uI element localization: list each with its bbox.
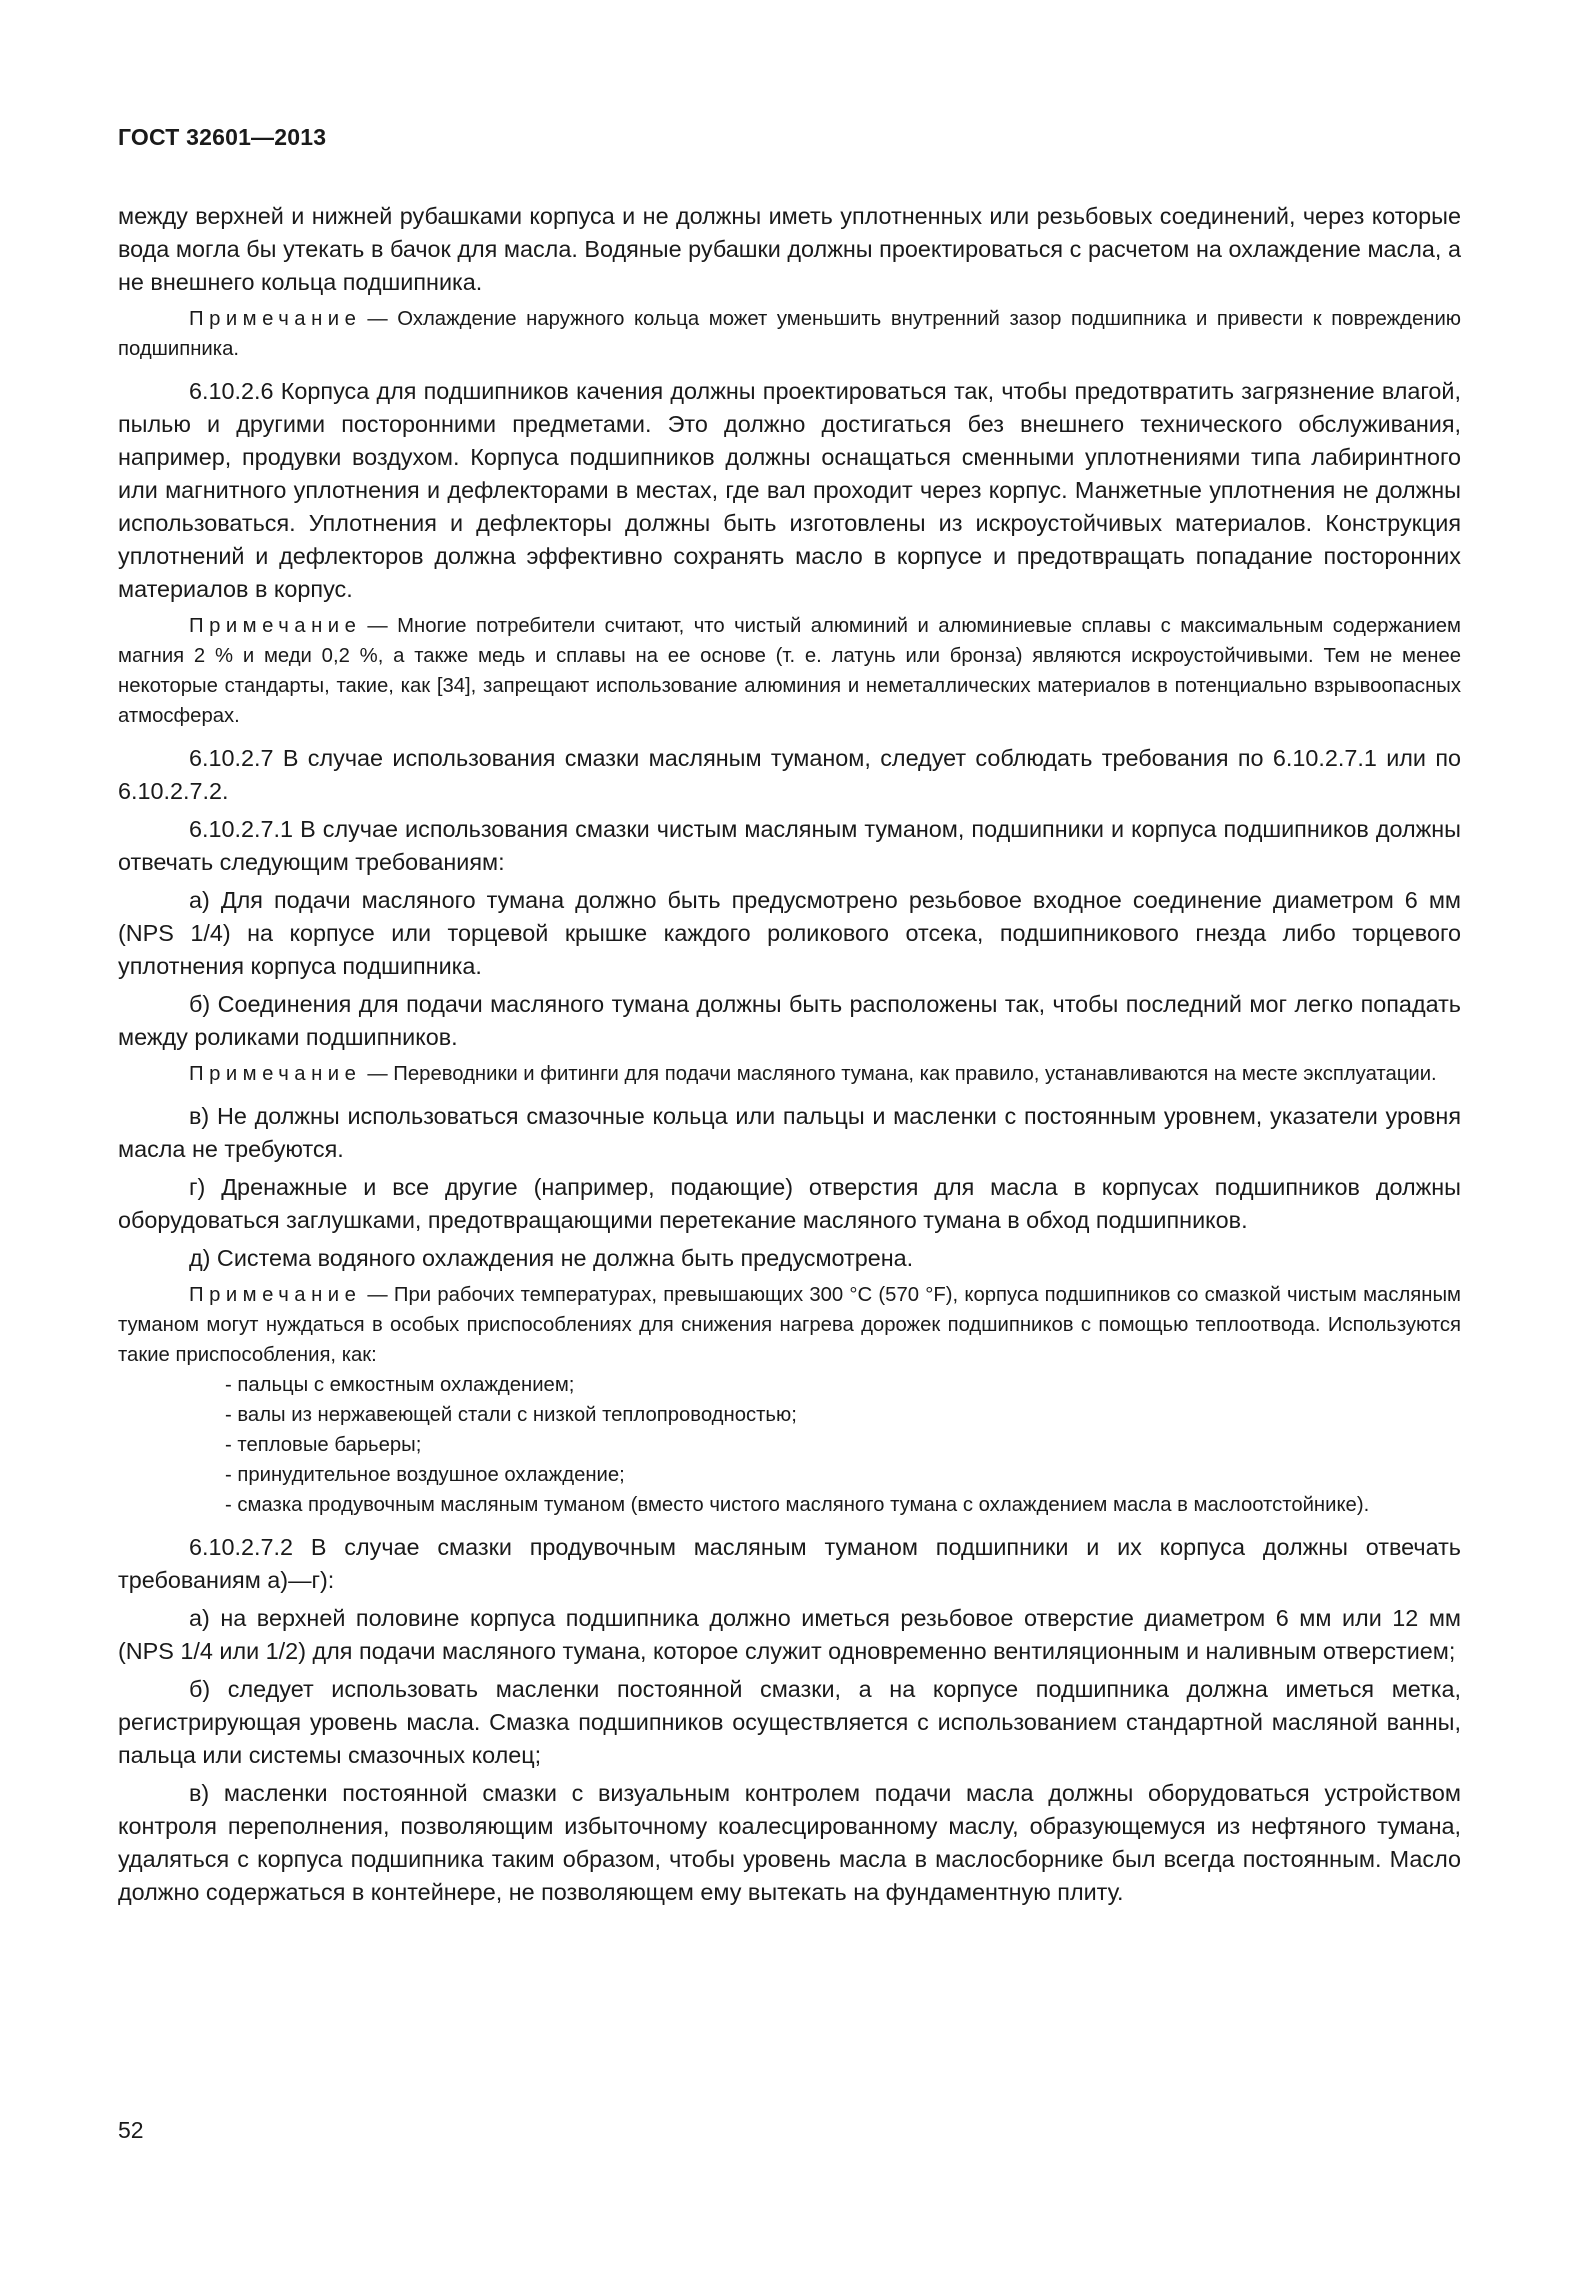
- clause-6-10-2-7: 6.10.2.7 В случае использования смазки масляным туманом, следует соблюдать требования по 6.10.2.7.1 или по 6.10.2.7.2.: [118, 745, 1461, 804]
- note-label: Примечание: [189, 1063, 362, 1085]
- clause-6-10-2-6: 6.10.2.6 Корпуса для подшипников качения должны проектироваться так, чтобы предотвратить загрязнение влагой, пылью и другими посторонними предметами. Это должно достигаться без внешнего технического обслуживания, например, продувки воздухом. Корпуса подшипников должны оснащаться сменными уплотнениями типа лабиринтного или магнитного уплотнения и дефлекторами в местах, где вал проходит через корпус. Манжетные уплотнения не должны использоваться. Уплотнения и дефлекторы должны быть изготовлены из искроустойчивых материалов. Конструкция уплотнений и дефлекторов должна эффективно сохранять масло в корпусе и предотвращать попадание посторонних материалов в корпус.: [118, 378, 1461, 602]
- note-label: Примечание: [189, 1284, 362, 1306]
- clause-6-10-2-7-1: 6.10.2.7.1 В случае использования смазки чистым масляным туманом, подшипники и корпуса подшипников должны отвечать следующим требованиям:: [118, 816, 1461, 875]
- note-4-item: - тепловые барьеры;: [225, 1434, 422, 1456]
- list-item-g: г) Дренажные и все другие (например, подающие) отверстия для масла в корпусах подшипников должны оборудоваться заглушками, предотвращающими перетекание масляного тумана в обход подшипников.: [118, 1174, 1461, 1233]
- list-item-b: б) Соединения для подачи масляного тумана должны быть расположены так, чтобы последний мог легко попадать между роликами подшипников.: [118, 991, 1461, 1050]
- page-number: 52: [118, 2117, 144, 2143]
- note-text: — Охлаждение наружного кольца может уменьшить внутренний зазор подшипника и привести к повреждению подшипника.: [118, 308, 1461, 360]
- note-text: — Многие потребители считают, что чистый алюминий и алюминиевые сплавы с максимальным содержанием магния 2 % и меди 0,2 %, а также медь и сплавы на ее основе (т. е. латунь или бронза) являются искроустойчивыми. Тем не менее некоторые стандарты, такие, как [34], запрещают использование алюминия и неметаллических материалов в потенциально взрывоопасных атмосферах.: [118, 615, 1461, 727]
- note-text: — Переводники и фитинги для подачи масляного тумана, как правило, устанавливаются на месте эксплуатации.: [367, 1063, 1437, 1085]
- list-item-v: в) Не должны использоваться смазочные кольца или пальцы и масленки с постоянным уровнем, указатели уровня масла не требуются.: [118, 1103, 1461, 1162]
- paragraph-continuation: между верхней и нижней рубашками корпуса и не должны иметь уплотненных или резьбовых соединений, через которые вода могла бы утекать в бачок для масла. Водяные рубашки должны проектироваться с расчетом на охлаждение масла, а не внешнего кольца подшипника.: [118, 203, 1461, 295]
- list2-item-a: а) на верхней половине корпуса подшипника должно иметься резьбовое отверстие диаметром 6 мм или 12 мм (NPS 1/4 или 1/2) для подачи масляного тумана, которое служит одновременно вентиляционным и наливным отверстием;: [118, 1605, 1461, 1664]
- document-body: [118, 200, 1461, 1914]
- note-4-item: - валы из нержавеющей стали с низкой теплопроводностью;: [225, 1404, 797, 1426]
- note-2: [118, 611, 1461, 731]
- list2-item-b: б) следует использовать масленки постоянной смазки, а на корпусе подшипника должна иметься метка, регистрирующая уровень масла. Смазка подшипников осуществляется с использованием стандартной масляной ванны, пальца или системы смазочных колец;: [118, 1676, 1461, 1768]
- note-4: [118, 1280, 1461, 1520]
- note-4-item: - пальцы с емкостным охлаждением;: [225, 1374, 575, 1396]
- note-3: [118, 1059, 1461, 1089]
- note-label: Примечание: [189, 615, 362, 637]
- list-item-d: д) Система водяного охлаждения не должна быть предусмотрена.: [189, 1245, 914, 1271]
- note-text: — При рабочих температурах, превышающих 300 °С (570 °F), корпуса подшипников со смазкой чистым масляным туманом могут нуждаться в особых приспособлениях для снижения нагрева дорожек подшипников с помощью теплоотвода. Используются такие приспособления, как:: [118, 1284, 1461, 1366]
- note-4-intro: [118, 1280, 1461, 1370]
- list2-item-v: в) масленки постоянной смазки с визуальным контролем подачи масла должны оборудоваться устройством контроля переполнения, позволяющим избыточному коалесцированному маслу, образующемуся из нефтяного тумана, удаляться с корпуса подшипника таким образом, чтобы уровень масла в маслосборнике был всегда постоянным. Масло должно содержаться в контейнере, не позволяющем ему вытекать на фундаментную плиту.: [118, 1780, 1461, 1905]
- note-4-item: - принудительное воздушное охлаждение;: [225, 1464, 625, 1486]
- note-1: [118, 304, 1461, 364]
- note-label: Примечание: [189, 308, 362, 330]
- standard-header: ГОСТ 32601—2013: [118, 124, 327, 150]
- list-item-a: а) Для подачи масляного тумана должно быть предусмотрено резьбовое входное соединение диаметром 6 мм (NPS 1/4) на корпусе или торцевой крышке каждого роликового отсека, подшипникового гнезда либо торцевого уплотнения корпуса подшипника.: [118, 887, 1461, 979]
- note-4-item: - смазка продувочным масляным туманом (вместо чистого масляного тумана с охлаждением масла в маслоотстойнике).: [225, 1494, 1370, 1516]
- clause-6-10-2-7-2: 6.10.2.7.2 В случае смазки продувочным масляным туманом подшипники и их корпуса должны отвечать требованиям а)—г):: [118, 1534, 1461, 1593]
